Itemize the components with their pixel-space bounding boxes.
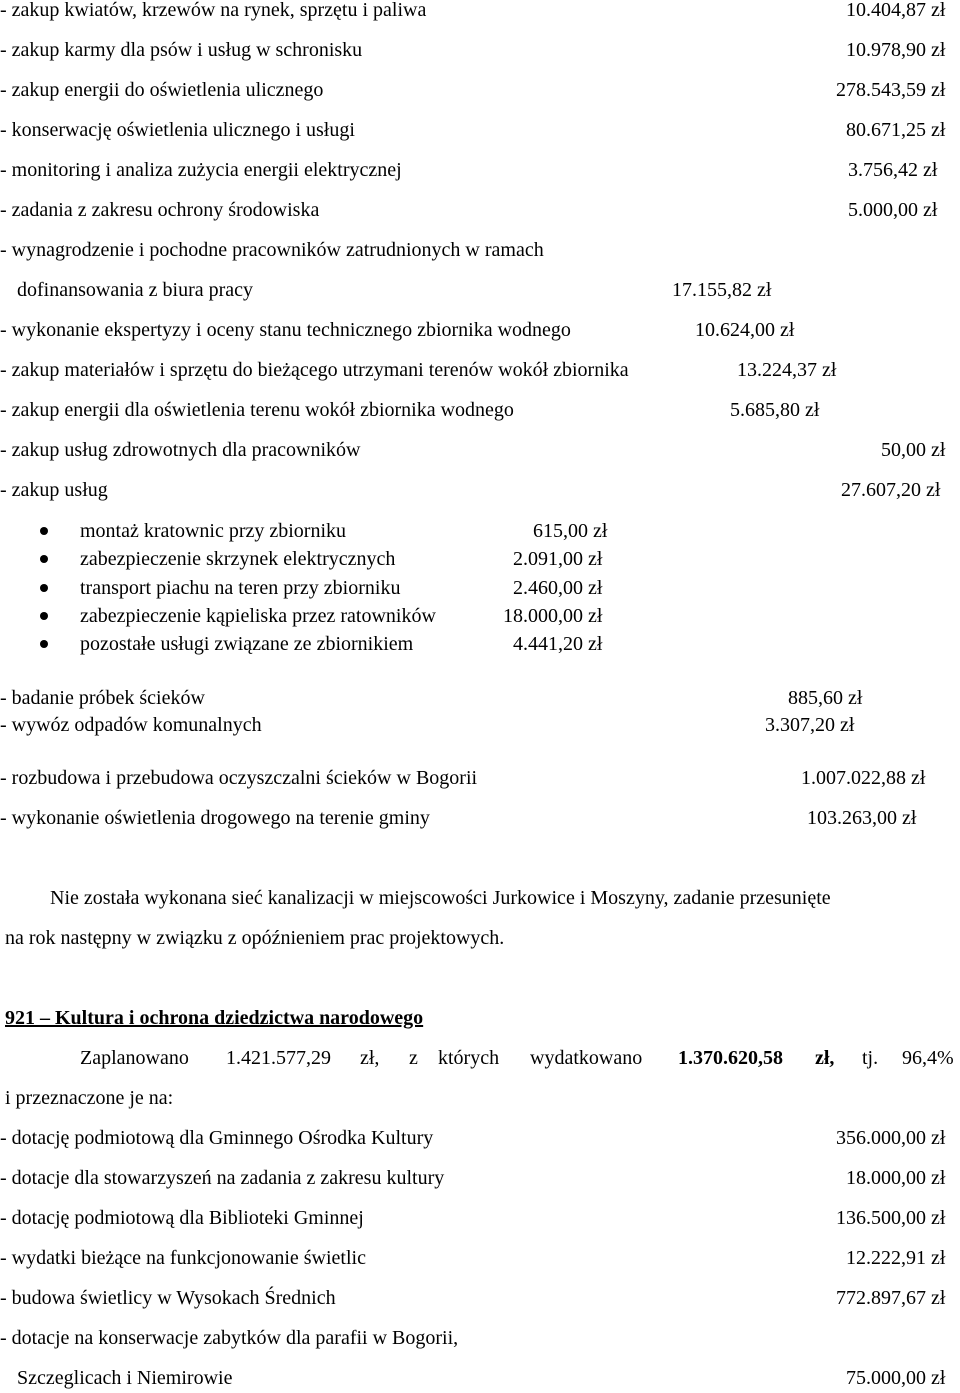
item-amount: 136.500,00 zł [836,1207,946,1229]
item-label: - konserwację oświetlenia ulicznego i usługi [0,119,355,141]
spent-suffix: zł, [815,1047,835,1069]
of-which-1: z [409,1047,418,1069]
item-amount: 17.155,82 zł [672,279,772,301]
item-label: dofinansowania z biura pracy [17,279,254,301]
item-label: - budowa świetlicy w Wysokach Średnich [0,1287,336,1309]
item-label: - wynagrodzenie i pochodne pracowników zatrudnionych w ramach [0,239,544,261]
item-amount: 12.222,91 zł [846,1247,946,1269]
item-amount: 18.000,00 zł [846,1167,946,1189]
item-label: - wywóz odpadów komunalnych [0,714,262,736]
section-heading: 921 – Kultura i ochrona dziedzictwa narodowego [5,1007,424,1029]
item-label: zabezpieczenie skrzynek elektrycznych [80,548,396,570]
item-label: - zakup energii dla oświetlenia terenu wokół zbiornika wodnego [0,399,514,421]
planned-suffix: zł, [360,1047,380,1069]
item-label: - zakup energii do oświetlenia ulicznego [0,79,324,101]
bullet-icon [40,612,48,620]
item-amount: 615,00 zł [533,520,608,542]
item-amount: 278.543,59 zł [836,79,946,101]
item-label: - dotację podmiotową dla Gminnego Ośrodka Kultury [0,1127,434,1149]
bullet-icon [40,555,48,563]
planned-amount: 1.421.577,29 [226,1047,331,1069]
item-amount: 5.000,00 zł [848,199,938,221]
spent-label: wydatkowano [530,1047,643,1069]
item-amount: 2.460,00 zł [513,577,603,599]
item-amount: 18.000,00 zł [503,605,603,627]
item-label: - zakup kwiatów, krzewów na rynek, sprzętu i paliwa [0,0,427,21]
item-amount: 2.091,00 zł [513,548,603,570]
item-amount: 10.978,90 zł [846,39,946,61]
item-label: - rozbudowa i przebudowa oczyszczalni ścieków w Bogorii [0,767,478,789]
item-label: - wykonanie ekspertyzy i oceny stanu technicznego zbiornika wodnego [0,319,571,341]
item-label: - dotacje na konserwacje zabytków dla parafii w Bogorii, [0,1327,459,1349]
item-label: - dotację podmiotową dla Biblioteki Gminnej [0,1207,364,1229]
planned-label: Zaplanowano [80,1047,189,1069]
note-line: na rok następny w związku z opóźnieniem prac projektowych. [5,927,505,949]
item-label: - zakup usług [0,479,108,501]
item-amount: 103.263,00 zł [807,807,917,829]
item-amount: 3.756,42 zł [848,159,938,181]
tj-label: tj. [862,1047,879,1069]
item-amount: 3.307,20 zł [765,714,855,736]
item-amount: 75.000,00 zł [846,1367,946,1389]
item-amount: 772.897,67 zł [836,1287,946,1309]
item-label: transport piachu na teren przy zbiorniku [80,577,401,599]
percent: 96,4% [902,1047,954,1069]
item-label: - badanie próbek ścieków [0,687,205,709]
item-amount: 356.000,00 zł [836,1127,946,1149]
spent-amount: 1.370.620,58 [678,1047,783,1069]
item-amount: 5.685,80 zł [730,399,820,421]
item-label: pozostałe usługi związane ze zbiornikiem [80,633,414,655]
item-amount: 1.007.022,88 zł [801,767,926,789]
item-amount: 10.624,00 zł [695,319,795,341]
intro-text: i przeznaczone je na: [5,1087,174,1109]
bullet-icon [40,527,48,535]
item-label: - wydatki bieżące na funkcjonowanie świetlic [0,1247,366,1269]
item-amount: 4.441,20 zł [513,633,603,655]
item-label: - dotacje dla stowarzyszeń na zadania z zakresu kultury [0,1167,445,1189]
bullet-icon [40,640,48,648]
item-amount: 13.224,37 zł [737,359,837,381]
item-label: - monitoring i analiza zużycia energii elektrycznej [0,159,402,181]
item-label: - zakup materiałów i sprzętu do bieżącego utrzymani terenów wokół zbiornika [0,359,629,381]
item-label: - wykonanie oświetlenia drogowego na terenie gminy [0,807,430,829]
item-amount: 885,60 zł [788,687,863,709]
item-label: - zadania z zakresu ochrony środowiska [0,199,320,221]
item-label: - zakup usług zdrowotnych dla pracowników [0,439,361,461]
item-amount: 50,00 zł [881,439,946,461]
note-line: Nie została wykonana sieć kanalizacji w miejscowości Jurkowice i Moszyny, zadanie przesunięte [50,887,831,909]
of-which-2: których [438,1047,500,1069]
bullet-icon [40,584,48,592]
item-label: zabezpieczenie kąpieliska przez ratowników [80,605,436,627]
item-label: - zakup karmy dla psów i usług w schronisku [0,39,363,61]
item-amount: 10.404,87 zł [846,0,946,21]
item-label: Szczeglicach i Niemirowie [17,1367,233,1389]
item-amount: 27.607,20 zł [841,479,941,501]
item-label: montaż kratownic przy zbiorniku [80,520,347,542]
item-amount: 80.671,25 zł [846,119,946,141]
